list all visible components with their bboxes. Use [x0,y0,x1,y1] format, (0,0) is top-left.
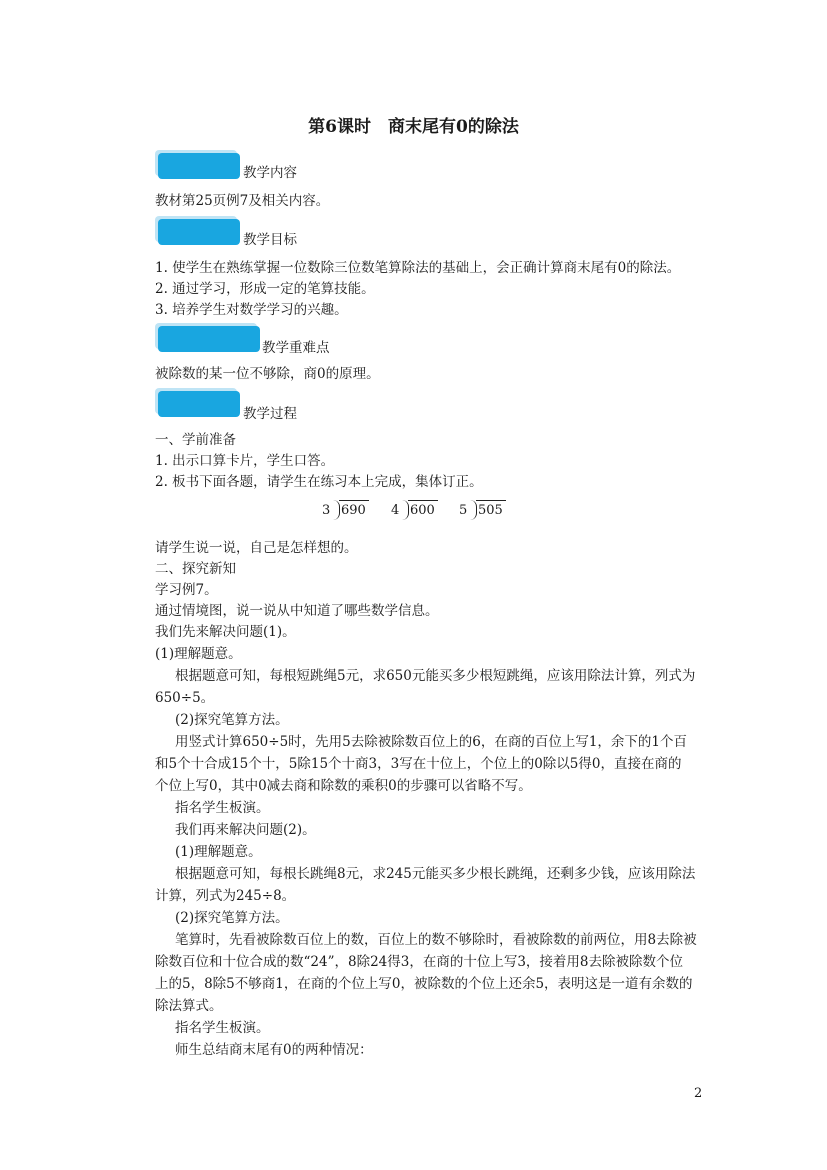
section-heading-goals: 教学目标 [243,232,297,248]
divisor: 3 [322,503,331,518]
goal-item: 3. 培养学生对数学学习的兴趣。 [155,302,348,318]
process-line: 指名学生板演。 [175,1020,270,1036]
section-tag [158,391,240,417]
process-line: 用竖式计算650÷5时，先用5去除被除数百位上的6，在商的百位上写1，余下的1个百 [175,734,688,750]
process-line: 根据题意可知，每根长跳绳8元，求245元能买多少根长跳绳，还剩多少钱，应该用除法 [175,866,696,882]
section-tag [158,219,240,245]
goal-item: 2. 通过学习，形成一定的笔算技能。 [155,281,375,297]
dividend: 505 [478,503,503,518]
process-line: 和5个十合成15个十，5除15个十商3，3写在十位上，个位上的0除以5得0，直接在商的 [155,756,682,772]
section-tag [158,326,260,352]
process-line: 指名学生板演。 [175,800,270,816]
process-line: 1. 出示口算卡片，学生口答。 [155,453,335,469]
process-line: 根据题意可知，每根短跳绳5元，求650元能买多少根短跳绳，应该用除法计算，列式为 [175,668,696,684]
process-line: 笔算时，先看被除数百位上的数，百位上的数不够除时，看被除数的前两位，用8去除被 [175,932,697,948]
process-line: 除数百位和十位合成的数“24”，8除24得3，在商的十位上写3，接着用8去除被除数个位 [155,954,684,970]
content-text: 教材第25页例7及相关内容。 [155,193,330,209]
process-line: 请学生说一说，自己是怎样想的。 [155,540,358,556]
section-tag [158,153,240,179]
process-line: 一、学前准备 [155,432,236,448]
dividend: 690 [341,503,366,518]
process-line: 2. 板书下面各题，请学生在练习本上完成，集体订正。 [155,474,483,490]
page-number: 2 [694,1086,703,1101]
process-line: 学习例7。 [155,582,218,598]
process-line: (2)探究笔算方法。 [175,712,289,728]
goal-item: 1. 使学生在熟练掌握一位数除三位数笔算除法的基础上，会正确计算商末尾有0的除法。 [155,260,681,276]
process-line: 650÷5。 [155,690,215,706]
process-line: (1)理解题意。 [175,844,262,860]
process-line: 二、探究新知 [155,561,236,577]
process-line: 师生总结商末尾有0的两种情况： [175,1042,373,1058]
process-line: 个位上写0，其中0减去商和除数的乘积0的步骤可以省略不写。 [155,778,532,794]
divisor: 4 [391,503,400,518]
process-line: (1)理解题意。 [155,646,242,662]
process-line: 除法算式。 [155,998,223,1014]
process-line: 上的5，8除5不够商1，在商的个位上写0，被除数的个位上还余5，表明这是一道有余数的 [155,976,693,992]
process-line: 通过情境图，说一说从中知道了哪些数学信息。 [155,603,439,619]
section-heading-process: 教学过程 [243,406,297,422]
process-line: (2)探究笔算方法。 [175,910,289,926]
divisor: 5 [459,503,468,518]
process-line: 计算，列式为245÷8。 [155,888,296,904]
process-line: 我们先来解决问题(1)。 [155,624,296,640]
dividend: 600 [410,503,435,518]
section-heading-content: 教学内容 [243,165,297,181]
section-heading-difficulty: 教学重难点 [262,340,330,356]
page-title: 第6课时 商末尾有0的除法 [308,117,519,137]
process-line: 我们再来解决问题(2)。 [175,822,316,838]
difficulty-text: 被除数的某一位不够除，商0的原理。 [155,366,380,382]
